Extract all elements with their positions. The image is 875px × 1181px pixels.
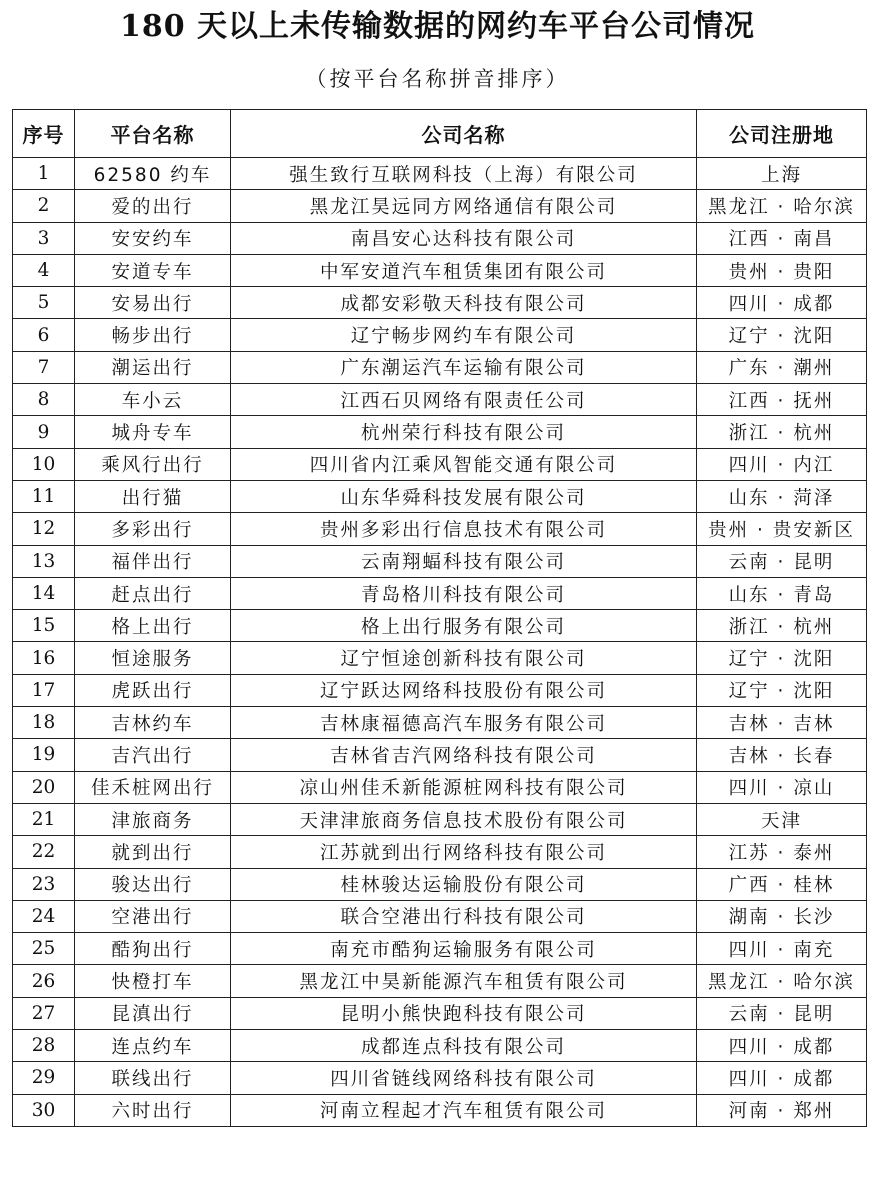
platform-name: 城舟专车 (75, 416, 231, 448)
platform-name: 佳禾桩网出行 (75, 771, 231, 803)
table-row (13, 158, 867, 190)
row-index: 14 (13, 577, 75, 609)
row-index: 15 (13, 610, 75, 642)
platform-name: 车小云 (75, 384, 231, 416)
company-name: 辽宁畅步网约车有限公司 (231, 319, 697, 351)
table-row (13, 351, 867, 383)
platform-name: 就到出行 (75, 836, 231, 868)
table-header (13, 110, 867, 158)
registered-location: 浙江 · 杭州 (697, 610, 867, 642)
company-name: 中军安道汽车租赁集团有限公司 (231, 254, 697, 286)
row-index: 19 (13, 739, 75, 771)
table-row (13, 545, 867, 577)
company-name: 山东华舜科技发展有限公司 (231, 480, 697, 512)
registered-location: 江西 · 抚州 (697, 384, 867, 416)
table-row (13, 868, 867, 900)
registered-location: 四川 · 凉山 (697, 771, 867, 803)
row-index: 29 (13, 1062, 75, 1094)
company-name: 桂林骏达运输股份有限公司 (231, 868, 697, 900)
company-name: 四川省内江乘风智能交通有限公司 (231, 448, 697, 480)
registered-location: 四川 · 南充 (697, 933, 867, 965)
table-row (13, 836, 867, 868)
table-row (13, 707, 867, 739)
registered-location: 四川 · 成都 (697, 1030, 867, 1062)
row-index: 17 (13, 674, 75, 706)
company-name: 南昌安心达科技有限公司 (231, 222, 697, 254)
company-name: 杭州荣行科技有限公司 (231, 416, 697, 448)
company-name: 成都安彩敬天科技有限公司 (231, 287, 697, 319)
registered-location: 云南 · 昆明 (697, 997, 867, 1029)
company-name: 河南立程起才汽车租赁有限公司 (231, 1094, 697, 1126)
document-title: 180 天以上未传输数据的网约车平台公司情况 (119, 9, 756, 44)
table-row (13, 933, 867, 965)
table-row (13, 674, 867, 706)
table-row (13, 416, 867, 448)
platform-name: 空港出行 (75, 900, 231, 932)
platform-name: 联线出行 (75, 1062, 231, 1094)
row-index: 30 (13, 1094, 75, 1126)
company-name: 四川省链线网络科技有限公司 (231, 1062, 697, 1094)
table-row (13, 1062, 867, 1094)
platform-name: 多彩出行 (75, 513, 231, 545)
registered-location: 四川 · 成都 (697, 287, 867, 319)
registered-location: 山东 · 菏泽 (697, 480, 867, 512)
table-row (13, 965, 867, 997)
table-row (13, 448, 867, 480)
platform-name: 骏达出行 (75, 868, 231, 900)
platform-name: 格上出行 (75, 610, 231, 642)
row-index: 13 (13, 545, 75, 577)
platform-name: 畅步出行 (75, 319, 231, 351)
registered-location: 天津 (697, 803, 867, 835)
registered-location: 河南 · 郑州 (697, 1094, 867, 1126)
row-index: 12 (13, 513, 75, 545)
table-row (13, 803, 867, 835)
company-name: 吉林康福德高汽车服务有限公司 (231, 707, 697, 739)
platform-name: 出行猫 (75, 480, 231, 512)
registered-location: 辽宁 · 沈阳 (697, 319, 867, 351)
company-name: 辽宁恒途创新科技有限公司 (231, 642, 697, 674)
row-index: 21 (13, 803, 75, 835)
platform-name: 恒途服务 (75, 642, 231, 674)
row-index: 9 (13, 416, 75, 448)
registered-location: 江西 · 南昌 (697, 222, 867, 254)
registered-location: 辽宁 · 沈阳 (697, 642, 867, 674)
table-row (13, 577, 867, 609)
registered-location: 云南 · 昆明 (697, 545, 867, 577)
company-name: 江西石贝网络有限责任公司 (231, 384, 697, 416)
company-name: 强生致行互联网科技（上海）有限公司 (231, 158, 697, 190)
header-platform-name: 平台名称 (75, 110, 231, 158)
platform-name: 福伴出行 (75, 545, 231, 577)
company-name: 凉山州佳禾新能源桩网科技有限公司 (231, 771, 697, 803)
registered-location: 四川 · 成都 (697, 1062, 867, 1094)
header-row (13, 110, 867, 158)
company-name: 云南翔蝠科技有限公司 (231, 545, 697, 577)
row-index: 22 (13, 836, 75, 868)
company-name: 青岛格川科技有限公司 (231, 577, 697, 609)
row-index: 3 (13, 222, 75, 254)
table-row (13, 513, 867, 545)
company-name: 吉林省吉汽网络科技有限公司 (231, 739, 697, 771)
table-body (13, 158, 867, 1127)
registered-location: 山东 · 青岛 (697, 577, 867, 609)
company-name: 辽宁跃达网络科技股份有限公司 (231, 674, 697, 706)
table-row (13, 771, 867, 803)
row-index: 25 (13, 933, 75, 965)
registered-location: 浙江 · 杭州 (697, 416, 867, 448)
table-row (13, 900, 867, 932)
row-index: 20 (13, 771, 75, 803)
row-index: 10 (13, 448, 75, 480)
platform-name: 吉汽出行 (75, 739, 231, 771)
platform-name: 吉林约车 (75, 707, 231, 739)
row-index: 28 (13, 1030, 75, 1062)
registered-location: 上海 (697, 158, 867, 190)
platform-name: 赶点出行 (75, 577, 231, 609)
platform-name: 乘风行出行 (75, 448, 231, 480)
company-name: 广东潮运汽车运输有限公司 (231, 351, 697, 383)
row-index: 27 (13, 997, 75, 1029)
row-index: 7 (13, 351, 75, 383)
registered-location: 广东 · 潮州 (697, 351, 867, 383)
row-index: 6 (13, 319, 75, 351)
platform-name: 津旅商务 (75, 803, 231, 835)
table-row (13, 287, 867, 319)
table-row (13, 254, 867, 286)
registered-location: 贵州 · 贵阳 (697, 254, 867, 286)
platform-name: 安易出行 (75, 287, 231, 319)
platform-name: 快橙打车 (75, 965, 231, 997)
row-index: 4 (13, 254, 75, 286)
table-row (13, 384, 867, 416)
company-name: 黑龙江昊远同方网络通信有限公司 (231, 190, 697, 222)
header-company-name: 公司名称 (231, 110, 697, 158)
row-index: 16 (13, 642, 75, 674)
company-name: 贵州多彩出行信息技术有限公司 (231, 513, 697, 545)
platform-name: 虎跃出行 (75, 674, 231, 706)
registered-location: 湖南 · 长沙 (697, 900, 867, 932)
company-name: 格上出行服务有限公司 (231, 610, 697, 642)
header-index: 序号 (13, 110, 75, 158)
row-index: 5 (13, 287, 75, 319)
row-index: 8 (13, 384, 75, 416)
document-subtitle: （按平台名称拼音排序） (305, 67, 570, 91)
company-name: 天津津旅商务信息技术股份有限公司 (231, 803, 697, 835)
row-index: 18 (13, 707, 75, 739)
platform-name: 酷狗出行 (75, 933, 231, 965)
registered-location: 江苏 · 泰州 (697, 836, 867, 868)
registered-location: 黑龙江 · 哈尔滨 (697, 965, 867, 997)
table-row (13, 480, 867, 512)
row-index: 24 (13, 900, 75, 932)
table-row (13, 642, 867, 674)
table-row (13, 610, 867, 642)
row-index: 11 (13, 480, 75, 512)
company-name: 昆明小熊快跑科技有限公司 (231, 997, 697, 1029)
table-row (13, 739, 867, 771)
table-row (13, 222, 867, 254)
registered-location: 黑龙江 · 哈尔滨 (697, 190, 867, 222)
platform-name: 六时出行 (75, 1094, 231, 1126)
table-row (13, 1030, 867, 1062)
platform-name: 安安约车 (75, 222, 231, 254)
registered-location: 辽宁 · 沈阳 (697, 674, 867, 706)
table-row (13, 997, 867, 1029)
header-registered-location: 公司注册地 (697, 110, 867, 158)
row-index: 23 (13, 868, 75, 900)
company-name: 成都连点科技有限公司 (231, 1030, 697, 1062)
company-name: 黑龙江中昊新能源汽车租赁有限公司 (231, 965, 697, 997)
platform-name: 安道专车 (75, 254, 231, 286)
table-row (13, 190, 867, 222)
platform-name: 爱的出行 (75, 190, 231, 222)
table-row (13, 1094, 867, 1126)
row-index: 1 (13, 158, 75, 190)
company-name: 联合空港出行科技有限公司 (231, 900, 697, 932)
company-name: 江苏就到出行网络科技有限公司 (231, 836, 697, 868)
row-index: 2 (13, 190, 75, 222)
company-name: 南充市酷狗运输服务有限公司 (231, 933, 697, 965)
registered-location: 广西 · 桂林 (697, 868, 867, 900)
table-row (13, 319, 867, 351)
platform-name: 潮运出行 (75, 351, 231, 383)
registered-location: 四川 · 内江 (697, 448, 867, 480)
registered-location: 吉林 · 长春 (697, 739, 867, 771)
platform-name: 62580 约车 (75, 158, 231, 190)
registered-location: 贵州 · 贵安新区 (697, 513, 867, 545)
registered-location: 吉林 · 吉林 (697, 707, 867, 739)
platform-name: 昆滇出行 (75, 997, 231, 1029)
row-index: 26 (13, 965, 75, 997)
platform-name: 连点约车 (75, 1030, 231, 1062)
platform-table (12, 109, 867, 1127)
